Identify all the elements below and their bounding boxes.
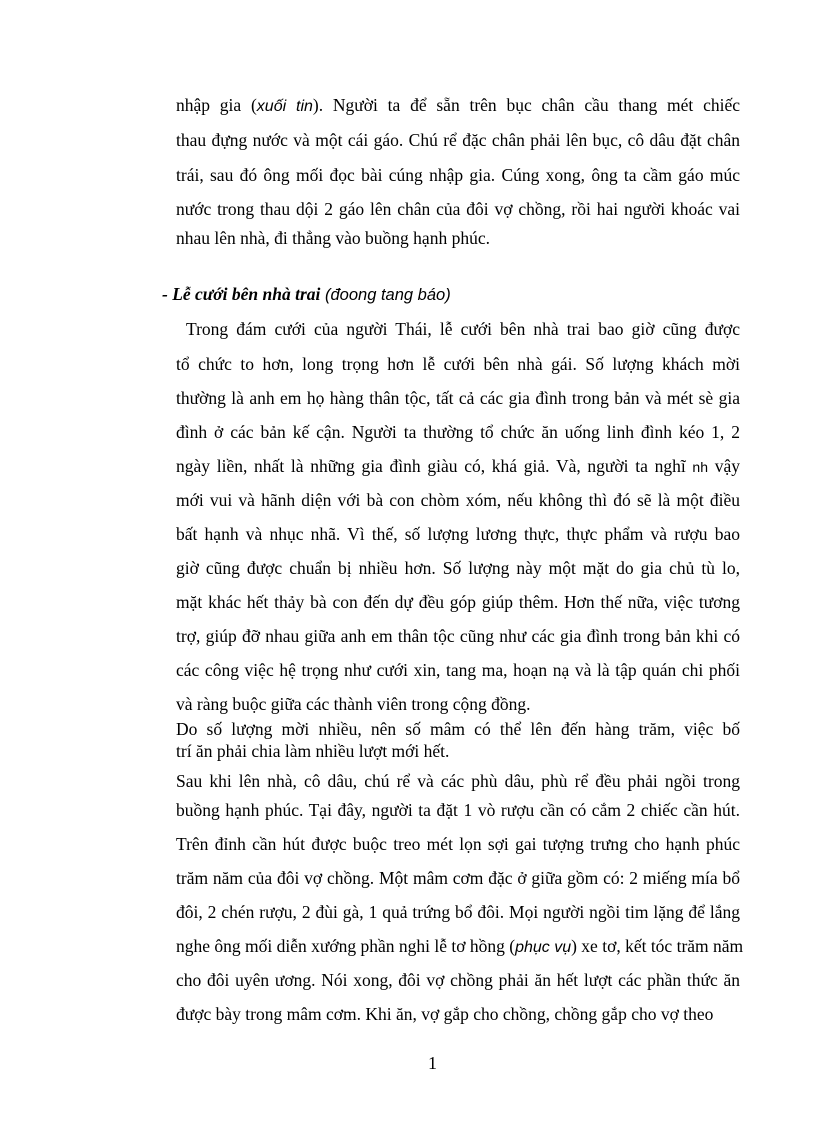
paragraph-line: các công việc hệ trọng như cưới xin, tang ma, hoạn nạ và là tập quán chi phối [176, 660, 740, 680]
paragraph-line: được bày trong mâm cơm. Khi ăn, vợ gắp cho chồng, chồng gắp cho vợ theo [176, 1004, 714, 1024]
paragraph-line: cho đôi uyên ương. Nói xong, đôi vợ chồng phải ăn hết lượt các phần thức ăn [176, 970, 740, 990]
paragraph-line [176, 455, 740, 478]
paragraph-line: trăm năm của đôi vợ chồng. Một mâm cơm đặc ở giữa gồm có: 2 miếng mía bổ [176, 868, 740, 888]
paragraph-line: trí ăn phải chia làm nhiều lượt mới hết. [176, 741, 450, 761]
paragraph-line [176, 718, 740, 740]
paragraph-line: nước trong thau dội 2 gáo lên chân của đôi vợ chồng, rồi hai người khoác vai [176, 199, 740, 219]
page-number: 1 [428, 1053, 437, 1073]
term-note: phục vụ [515, 939, 572, 956]
paragraph-line: Trên đỉnh cần hút được buộc treo mét lọn sợi gai tượng trưng cho hạnh phúc [176, 834, 740, 854]
paragraph-line: đôi, 2 chén rượu, 2 đùi gà, 1 quả trứng bổ đôi. Mọi người ngồi tim lặng để lắng [176, 902, 740, 922]
text-run: nh [692, 459, 708, 475]
paragraph-line: đình ở các bản kế cận. Người ta thường tổ chức ăn uống linh đình kéo 1, 2 [176, 422, 740, 442]
paragraph-line: buồng hạnh phúc. Tại đây, người ta đặt 1 vò rượu cần có cắm 2 chiếc cần hút. [176, 800, 740, 820]
paragraph-line: bất hạnh và nhục nhã. Vì thế, số lượng lương thực, thực phẩm và rượu bao [176, 524, 740, 544]
paragraph-line: mặt khác hết thảy bà con đến dự đều góp giúp thêm. Hơn thế nữa, việc tương [176, 592, 740, 612]
paragraph-line: Trong đám cưới của người Thái, lễ cưới bên nhà trai bao giờ cũng được [186, 319, 740, 339]
paragraph-line: nhau lên nhà, đi thẳng vào buồng hạnh phúc. [176, 228, 490, 248]
term-note: xuối tin [256, 98, 313, 115]
text-run: ) xe tơ, kết tóc trăm năm [571, 936, 744, 956]
paragraph-line: thau đựng nước và một cái gáo. Chú rể đặc chân phải lên bục, cô dâu đặt chân [176, 130, 740, 150]
paragraph-line: trợ, giúp đỡ nhau giữa anh em thân tộc cũng như các gia đình trong bản khi có [176, 626, 740, 646]
paragraph-line [176, 94, 740, 118]
paragraph-line: giờ cũng được chuẩn bị nhiều hơn. Số lượng này một mặt do gia chủ tù lo, [176, 558, 740, 578]
paragraph-line: Sau khi lên nhà, cô dâu, chú rể và các phù dâu, phù rể đều phải ngồi trong [176, 771, 740, 791]
section-heading [162, 283, 451, 306]
text-run: vậy [708, 456, 740, 476]
text-run: Do số lượng mời nhiều, nên số mâm có thể lên đến hàng trăm, việc bố [176, 719, 740, 739]
paragraph-line: mới vui và hãnh diện với bà con chòm xóm, nếu không thì đó sẽ là một điều [176, 490, 740, 510]
paragraph-line: tổ chức to hơn, long trọng hơn lễ cưới bên nhà gái. Số lượng khách mời [176, 354, 740, 374]
paragraph-line: và ràng buộc giữa các thành viên trong cộng đồng. [176, 694, 531, 714]
heading-text: - Lễ cưới bên nhà trai [162, 284, 321, 304]
text-run: ngày liền, nhất là những gia đình giàu có, khá giả. Và, người ta nghĩ [176, 456, 693, 476]
paragraph-line: trái, sau đó ông mối đọc bài cúng nhập gia. Cúng xong, ông ta cầm gáo múc [176, 165, 740, 185]
text-run: nghe ông mối diễn xướng phần nghi lễ tơ hồng ( [176, 936, 516, 956]
text-run: nhập gia ( [176, 95, 257, 115]
paragraph-line: thường là anh em họ hàng thân tộc, tất cả các gia đình trong bản và mét sè gia [176, 388, 740, 408]
heading-note: (đoong tang báo) [320, 286, 451, 304]
paragraph-line [176, 935, 744, 959]
text-run: ). Người ta để sẵn trên bục chân cầu thang mét chiếc [312, 95, 740, 115]
